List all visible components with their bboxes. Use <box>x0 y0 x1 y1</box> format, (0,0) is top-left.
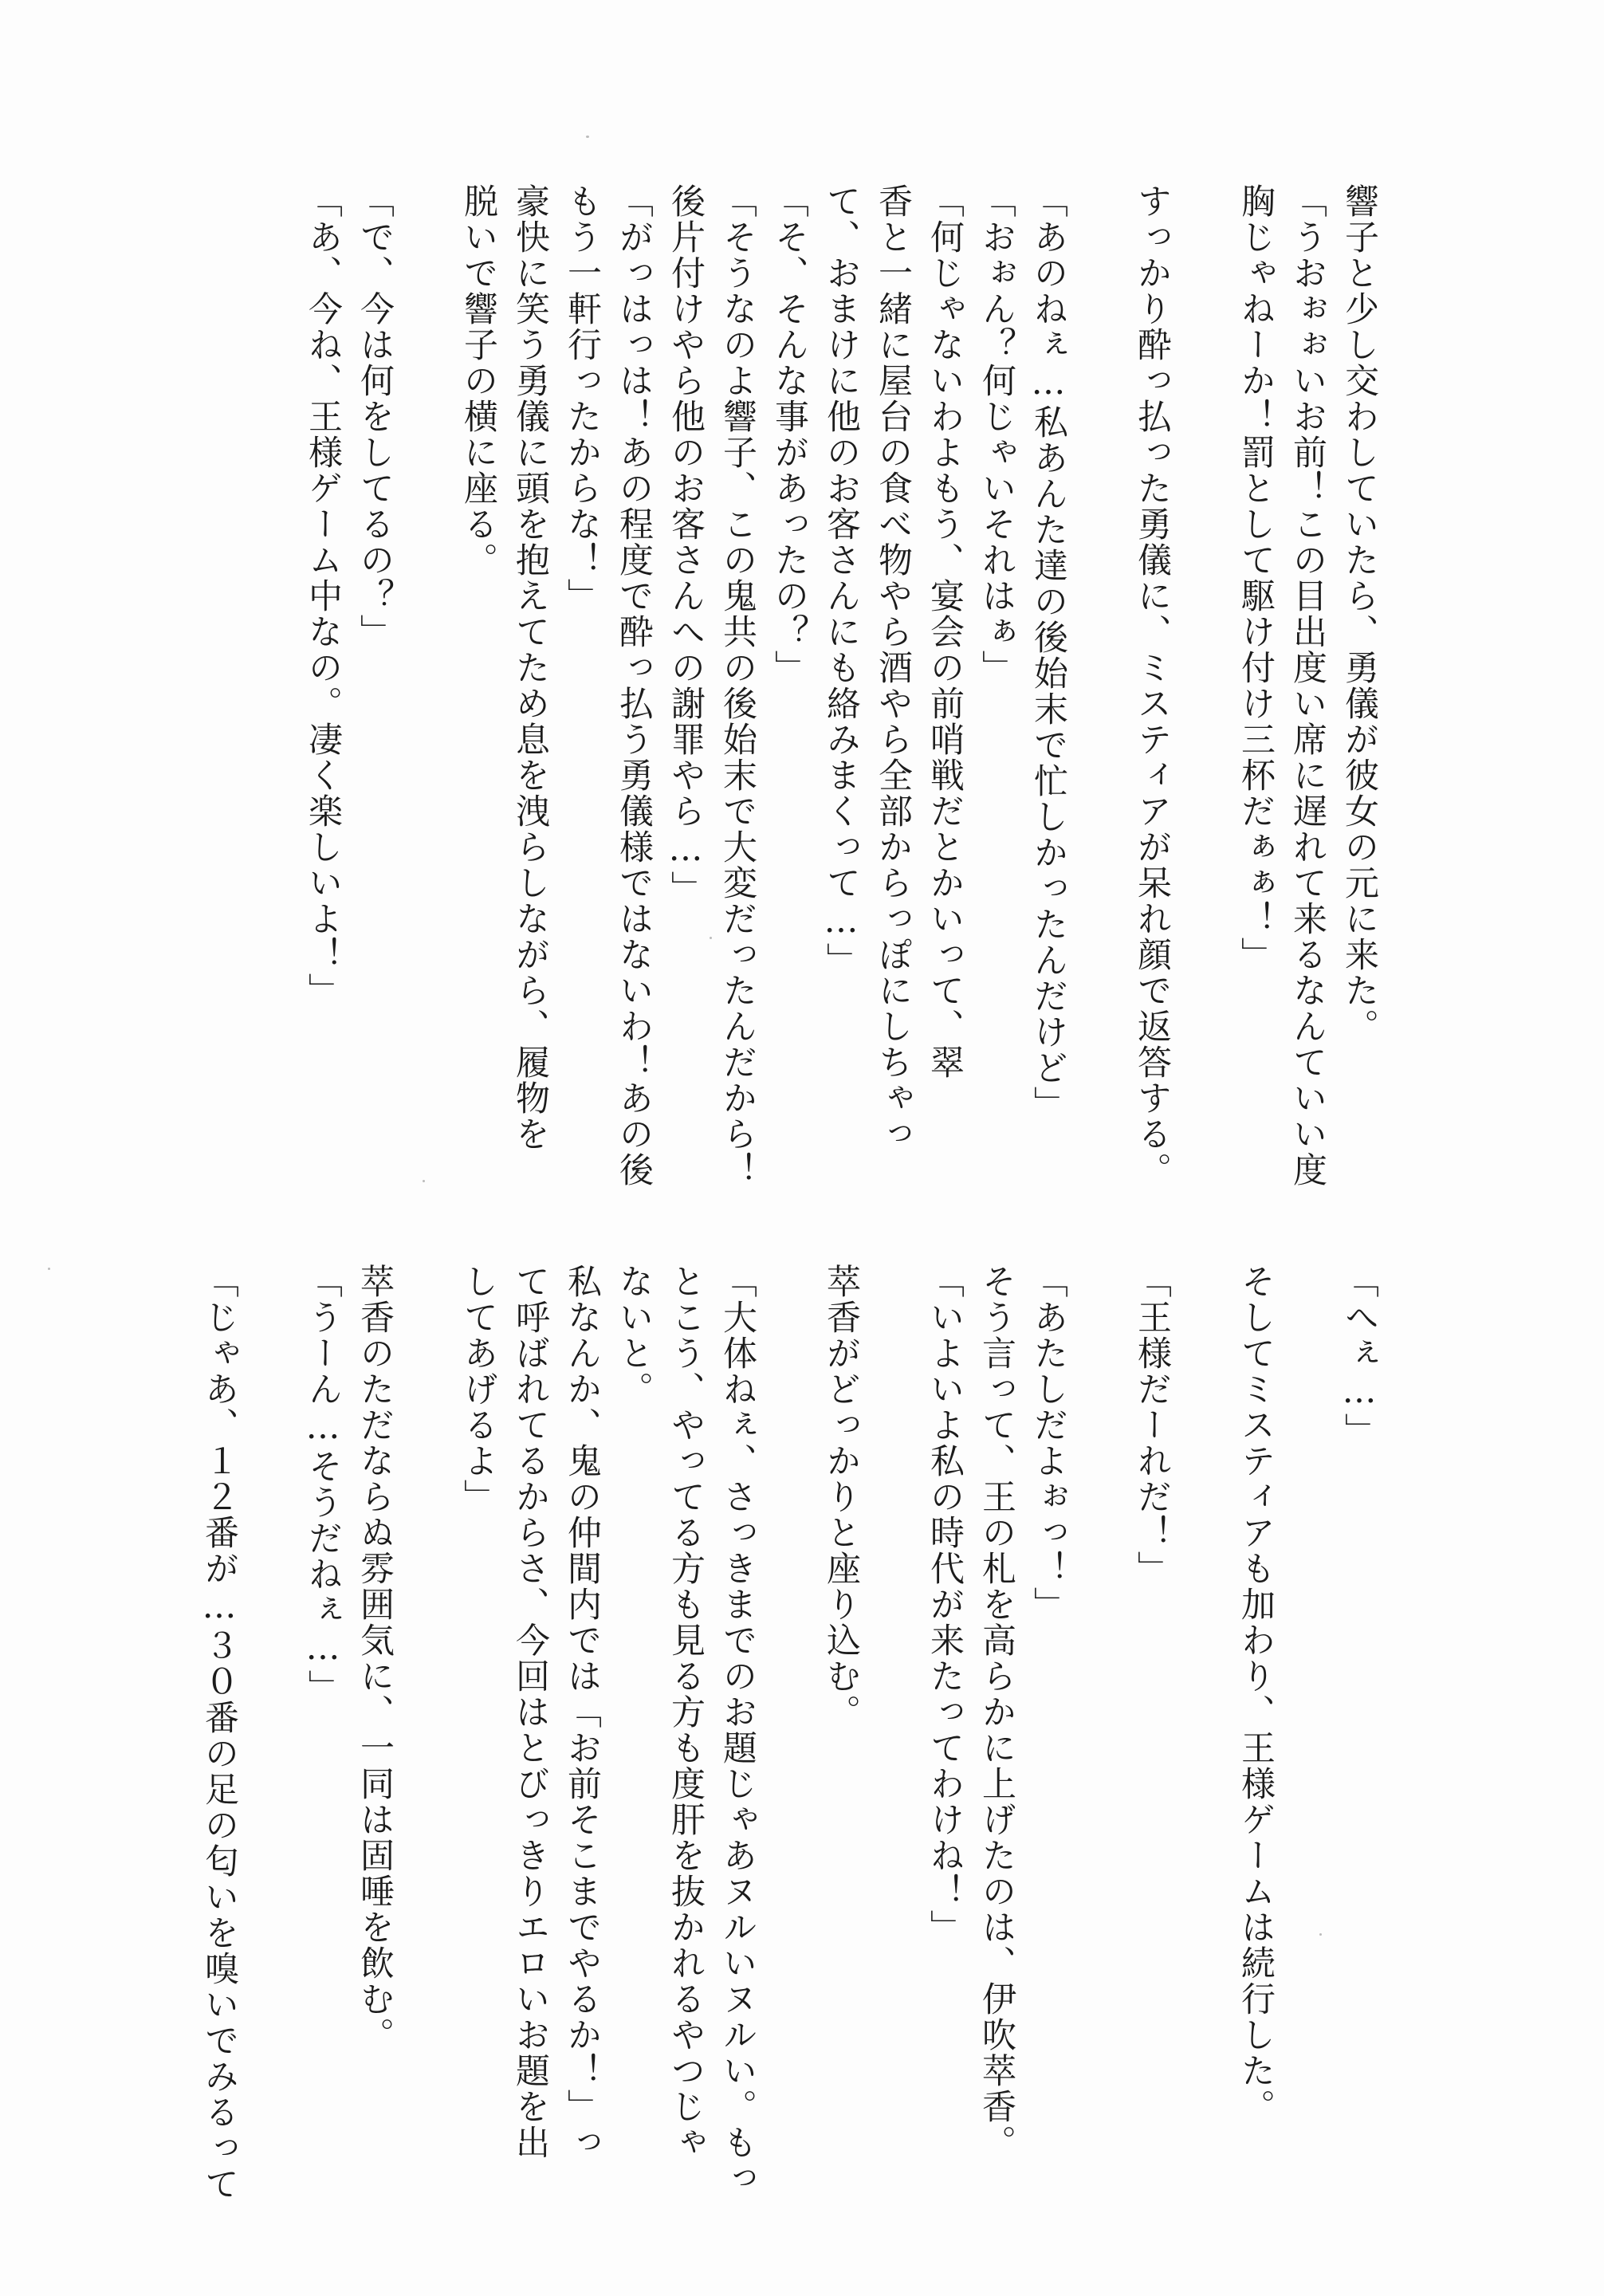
paragraph: 「あ、今ね、王様ゲーム中なの。凄く楽しいよ！」 <box>303 183 343 1008</box>
paragraph-gap <box>1177 183 1229 1188</box>
paragraph: 「そうなのよ響子、この鬼共の後始末で大変だったんだから！ 後片付けやら他のお客さんへの謝罪やら…」 <box>666 183 757 1188</box>
paragraph: 「じゃあ、１２番が…３０番の足の匂いを嗅いでみるって <box>199 1264 239 2202</box>
scan-speck <box>423 1180 425 1182</box>
paragraph: 「おぉん？何じゃいそれはぁ」 <box>977 183 1016 686</box>
paragraph: そしてミスティアも加わり、王様ゲームは続行した。 <box>1236 1264 1276 2125</box>
paragraph: 萃香がどっかりと座り込む。 <box>821 1264 861 1730</box>
scan-speck <box>710 937 712 939</box>
paragraph-gap <box>1177 1264 1229 2252</box>
paragraph-gap <box>1281 1264 1333 2252</box>
paragraph: 「大体ねぇ、さっきまでのお題じゃあヌルいヌルい。もっ とこう、やってる方も見る方も度肝を抜かれるやつじゃ ないと。 <box>614 1264 757 2196</box>
paragraph: 「あのねぇ…私あんた達の後始末で忙しかったんだけど」 <box>1028 183 1068 1122</box>
paragraph-gap <box>1074 183 1126 1188</box>
paragraph: 萃香のただならぬ雰囲気に、一同は固唾を飲む。 <box>355 1264 395 2053</box>
paragraph: 「で、今は何をしてるの？」 <box>355 183 395 650</box>
paragraph: 豪快に笑う勇儀に頭を抱えてため息を洩らしながら、履物を 脱いで響子の横に座る。 <box>458 183 550 1152</box>
paragraph: 「いよいよ私の時代が来たってわけね！」 <box>925 1264 965 1945</box>
paragraph-gap <box>867 1264 918 2252</box>
paragraph: 「うおぉぉいお前！この目出度い席に遅れて来るなんていい度 胸じゃねーか！罰として駆け付け三杯だぁぁ！」 <box>1236 183 1327 1188</box>
paragraph-gap <box>763 1264 815 2252</box>
paragraph-gap <box>1074 1264 1126 2252</box>
bottom-text-block <box>193 1264 1385 2252</box>
paragraph: 「何じゃないわよもう、宴会の前哨戦だとかいって、翠 香と一緒に屋台の食べ物やら酒やら全部からっぽにしちゃっ て、おまけに他のお客さんにも絡みまくって…」 <box>821 183 965 1152</box>
paragraph: 「へぇ…」 <box>1339 1264 1379 1449</box>
paragraph: 私なんか、鬼の仲間内では「お前そこまでやるか！」っ て呼ばれてるからさ、今回はとびっきりエロいお題を出 してあげるよ」 <box>458 1264 602 2160</box>
paragraph: すっかり酔っ払った勇儀に、ミスティアが呆れ顔で返答する。 <box>1132 183 1172 1188</box>
paragraph: 「あたしだよぉっ！」 <box>1028 1264 1068 1622</box>
top-text-block <box>297 183 1385 1188</box>
paragraph: 「王様だーれだ！」 <box>1132 1264 1172 1586</box>
scan-speck <box>1319 1933 1322 1936</box>
scan-speck <box>48 1268 50 1270</box>
paragraph: 「がっはっは！あの程度で酔っ払う勇儀様ではないわ！あの後 もう一軒行ったからな！」 <box>562 183 654 1188</box>
paragraph-gap <box>400 1264 452 2252</box>
paragraph: そう言って、王の札を高らかに上げたのは、伊吹萃香。 <box>977 1264 1016 2160</box>
paragraph: 「そ、そんな事があったの？」 <box>769 183 809 686</box>
paragraph-gap <box>400 183 452 1188</box>
paragraph: 「うーん…そうだねぇ…」 <box>303 1264 343 1705</box>
scan-speck <box>586 136 589 138</box>
paragraph-gap <box>245 1264 297 2252</box>
paragraph: 響子と少し交わしていたら、勇儀が彼女の元に来た。 <box>1339 183 1379 1044</box>
